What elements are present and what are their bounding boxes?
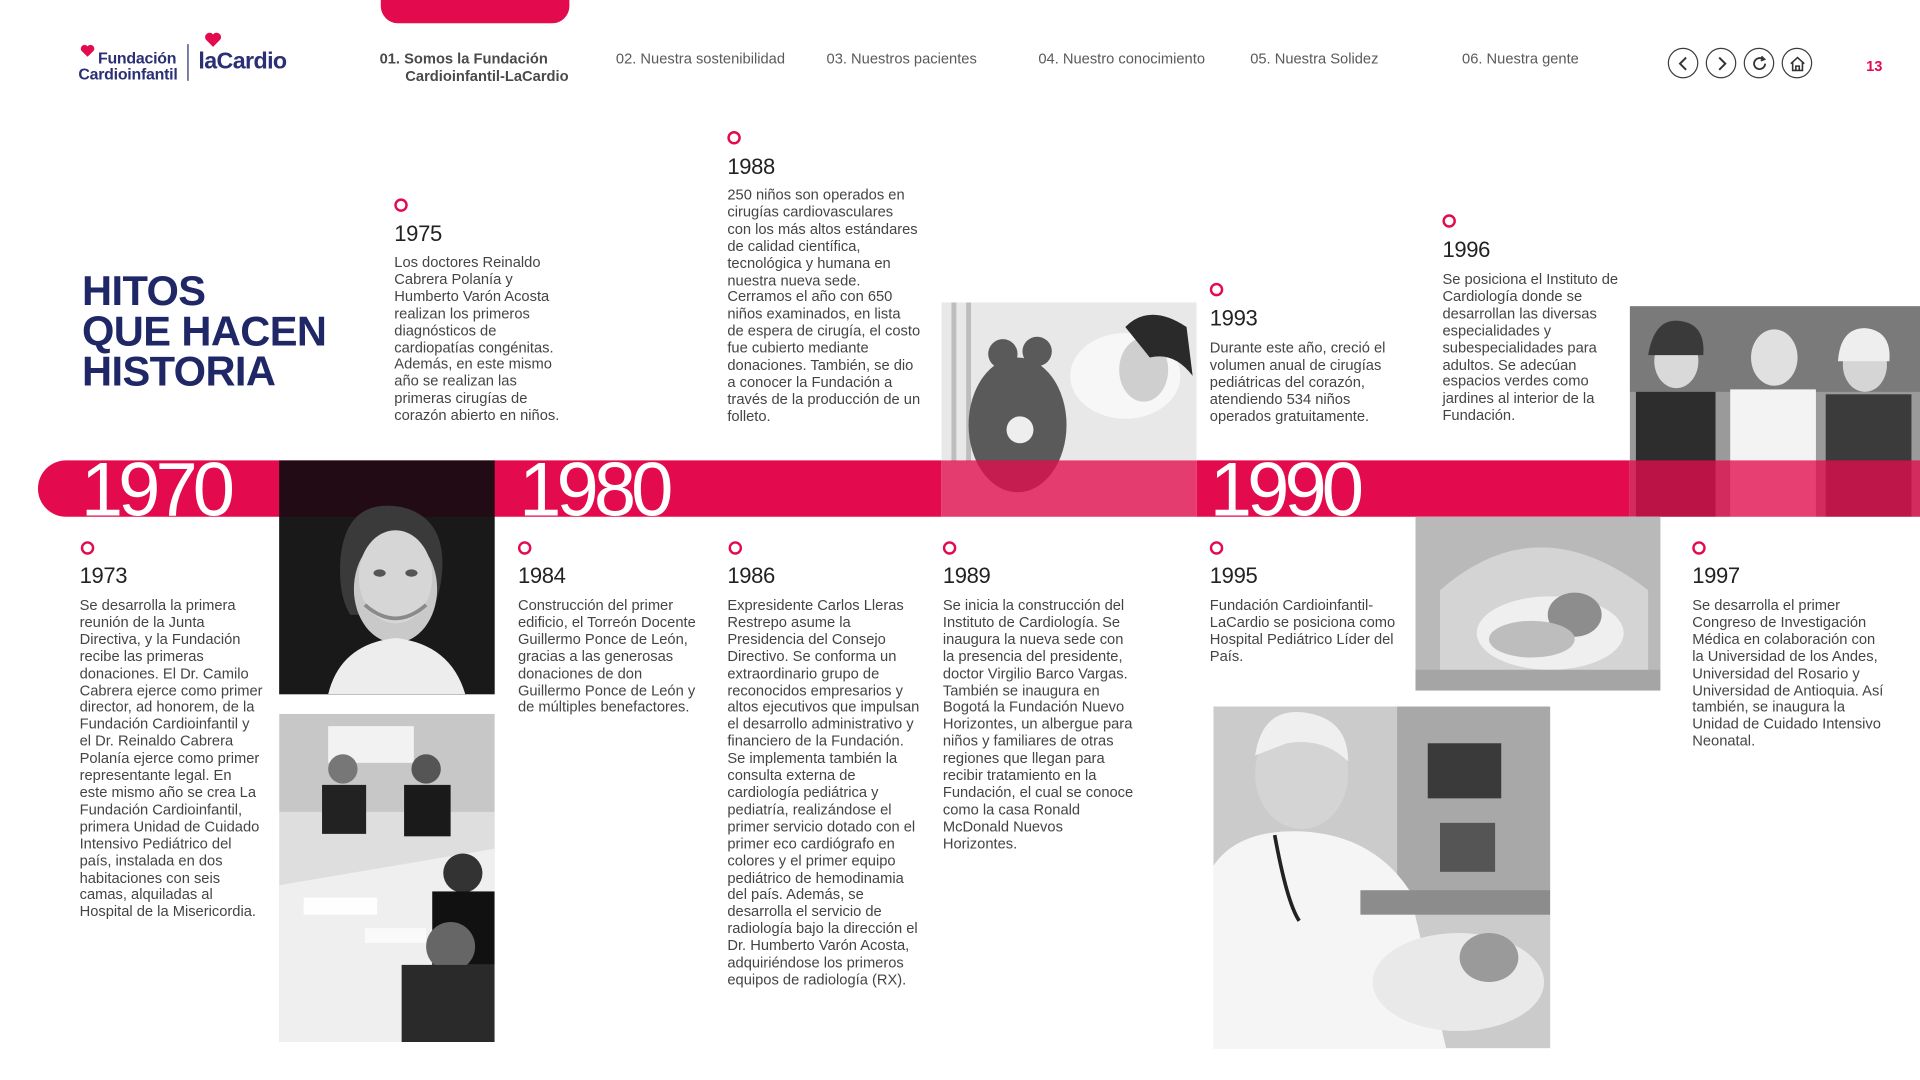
- baby-incubator-photo: [1416, 517, 1661, 691]
- refresh-button[interactable]: [1744, 48, 1775, 79]
- three-founders-photo: [1630, 306, 1920, 517]
- nav-item-solidez[interactable]: 05. Nuestra Solidez: [1250, 50, 1379, 68]
- milestone-marker: [518, 541, 531, 554]
- milestone-marker: [394, 198, 407, 211]
- home-icon: [1788, 54, 1805, 71]
- milestone-text-1996: Se posiciona el Instituto de Cardiología donde se desarrollan las diversas especialidades y subespecialidades para adultos. Se adecúan espacios verdes como jardines al interior de la Fundación.: [1442, 270, 1619, 424]
- title-line-3: HISTORIA: [82, 348, 276, 396]
- nav-item-gente[interactable]: 06. Nuestra gente: [1462, 50, 1579, 68]
- milestone-marker: [1442, 214, 1455, 227]
- milestone-marker: [1692, 541, 1705, 554]
- heart-icon: [203, 32, 223, 48]
- milestone-marker: [1210, 541, 1223, 554]
- milestone-marker: [729, 541, 742, 554]
- logo-lacardio: laCardio: [198, 48, 287, 75]
- doctor-examining-baby-photo: [1213, 707, 1550, 1049]
- milestone-year-1984: 1984: [517, 563, 566, 588]
- milestone-text-1975: Los doctores Reinaldo Cabrera Polanía y Humberto Varón Acosta realizan los primeros diagnósticos de cardiopatías congénitas. Además, en este mismo año se realizan las primeras cirugías de corazón abierto en niños.: [394, 253, 560, 424]
- decade-label-1970: 1970: [80, 448, 231, 533]
- milestone-year-1997: 1997: [1692, 563, 1740, 588]
- milestone-text-1986: Expresidente Carlos Lleras Restrepo asume la Presidencia del Consejo Directivo. Se conforma un extraordinario grupo de reconocidos empresarios y altos ejecutivos que impulsan el desarrollo administrativo y financiero de la Fundación. Se implementa también la consulta externa de cardiología pediátrica y pediatría, realizándose el primer servicio dotado con el primer eco cardiógrafo en colores y el primer equipo pediátrico de hemodinamia del país. Además, se desarrolla el servicio de radiología bajo la dirección el Dr. Humberto Varón Acosta, adquiriéndose los primeros equipos de radiología (RX).: [727, 596, 920, 989]
- nav-item-sostenibilidad[interactable]: 02. Nuestra sostenibilidad: [615, 50, 786, 68]
- milestone-year-1989: 1989: [942, 563, 991, 588]
- milestone-marker: [81, 541, 94, 554]
- meeting-photo: [279, 714, 495, 1042]
- milestone-year-1996: 1996: [1442, 237, 1491, 263]
- milestone-text-1993: Durante este año, creció el volumen anual de cirugías pediátricas del corazón, atendiendo 534 niños operados gratuitamente.: [1209, 339, 1386, 425]
- chevron-left-icon: [1676, 56, 1691, 71]
- next-button[interactable]: [1706, 48, 1737, 79]
- logo[interactable]: [78, 42, 286, 84]
- page-number: 13: [1866, 57, 1883, 75]
- milestone-year-1995: 1995: [1209, 563, 1258, 588]
- page-title: [82, 268, 327, 396]
- refresh-icon: [1750, 54, 1767, 71]
- milestone-year-1986: 1986: [727, 563, 775, 588]
- chevron-right-icon: [1714, 56, 1729, 71]
- milestone-marker: [1210, 283, 1223, 296]
- milestone-text-1973: Se desarrolla la primera reunión de la Junta Directiva, y la Fundación recibe las primeras donaciones. El Dr. Camilo Cabrera ejerce como primer director, ad honorem, de la Fundación Cardioinfantil y el Dr. Reinaldo Cabrera Polanía ejerce como primer representante legal. En este mismo año se crea La Fundación Cardioinfantil, primera Unidad de Cuidado Intensivo Pediátrico del país, instalada en dos habitaciones con seis camas, alquiladas al Hospital de la Misericordia.: [79, 596, 263, 920]
- milestone-text-1995: Fundación Cardioinfantil-LaCardio se posiciona como Hospital Pediátrico Líder del País.: [1209, 596, 1396, 665]
- nav-label-line-2: Cardioinfantil-LaCardio: [405, 67, 569, 85]
- milestone-text-1997: Se desarrolla el primer Congreso de Investigación Médica en colaboración con la Universidad de los Andes, Universidad del Rosario y Universidad de Antioquia. Así también, se inaugura la Unidad de Cuidado Intensivo Neonatal.: [1692, 596, 1884, 750]
- logo-line-2: Cardioinfantil: [78, 64, 178, 84]
- logo-brand-2: [198, 49, 286, 76]
- milestone-year-1993: 1993: [1209, 306, 1258, 331]
- milestone-text-1988: 250 niños son operados en cirugías cardiovasculares con los más altos estándares de calidad científica, tecnológica y humana en nuestra nueva sede. Cerramos el año con 650 niños examinados, en lista de espera de cirugía, el costo fue cubierto mediante donaciones. También, se dio a conocer la Fundación a través de la producción de un folleto.: [727, 186, 921, 425]
- milestone-marker: [727, 131, 740, 144]
- milestone-marker: [943, 541, 956, 554]
- milestone-year-1975: 1975: [394, 221, 442, 247]
- logo-separator: [187, 44, 188, 81]
- decade-label-1980: 1980: [519, 448, 669, 533]
- logo-line-1: Fundación: [97, 48, 177, 68]
- home-button[interactable]: [1782, 48, 1813, 79]
- milestone-year-1973: 1973: [79, 563, 128, 588]
- active-tab-indicator: [381, 0, 570, 23]
- founder-portrait-photo: [279, 460, 495, 694]
- child-with-bear-photo: [942, 302, 1197, 516]
- heart-icon: [80, 44, 96, 57]
- milestone-year-1988: 1988: [727, 154, 775, 179]
- nav-item-pacientes[interactable]: 03. Nuestros pacientes: [826, 50, 977, 68]
- nav-item-somos[interactable]: [380, 50, 569, 84]
- milestone-text-1984: Construcción del primer edificio, el Torreón Docente Guillermo Ponce de León, gracias a las generosas donaciones de don Guillermo Ponce de León y de múltiples benefactores.: [517, 596, 696, 716]
- nav-label-line-1: 01. Somos la Fundación: [379, 50, 548, 68]
- title-line-1: HITOS: [82, 268, 206, 315]
- nav-item-conocimiento[interactable]: 04. Nuestro conocimiento: [1038, 50, 1205, 68]
- previous-button[interactable]: [1668, 48, 1699, 79]
- title-line-2: QUE HACEN: [82, 308, 327, 356]
- milestone-text-1989: Se inicia la construcción del Instituto de Cardiología. Se inaugura la nueva sede con la presencia del presidente, doctor Virgilio Barco Vargas. También se inaugura en Bogotá la Fundación Nuevo Horizontes, un albergue para niños y familiares de otras regiones que llegan para recibir tratamiento en la Fundación, el cual se conoce como la casa Ronald McDonald Nuevos Horizontes.: [942, 596, 1134, 852]
- decade-label-1990: 1990: [1209, 448, 1360, 533]
